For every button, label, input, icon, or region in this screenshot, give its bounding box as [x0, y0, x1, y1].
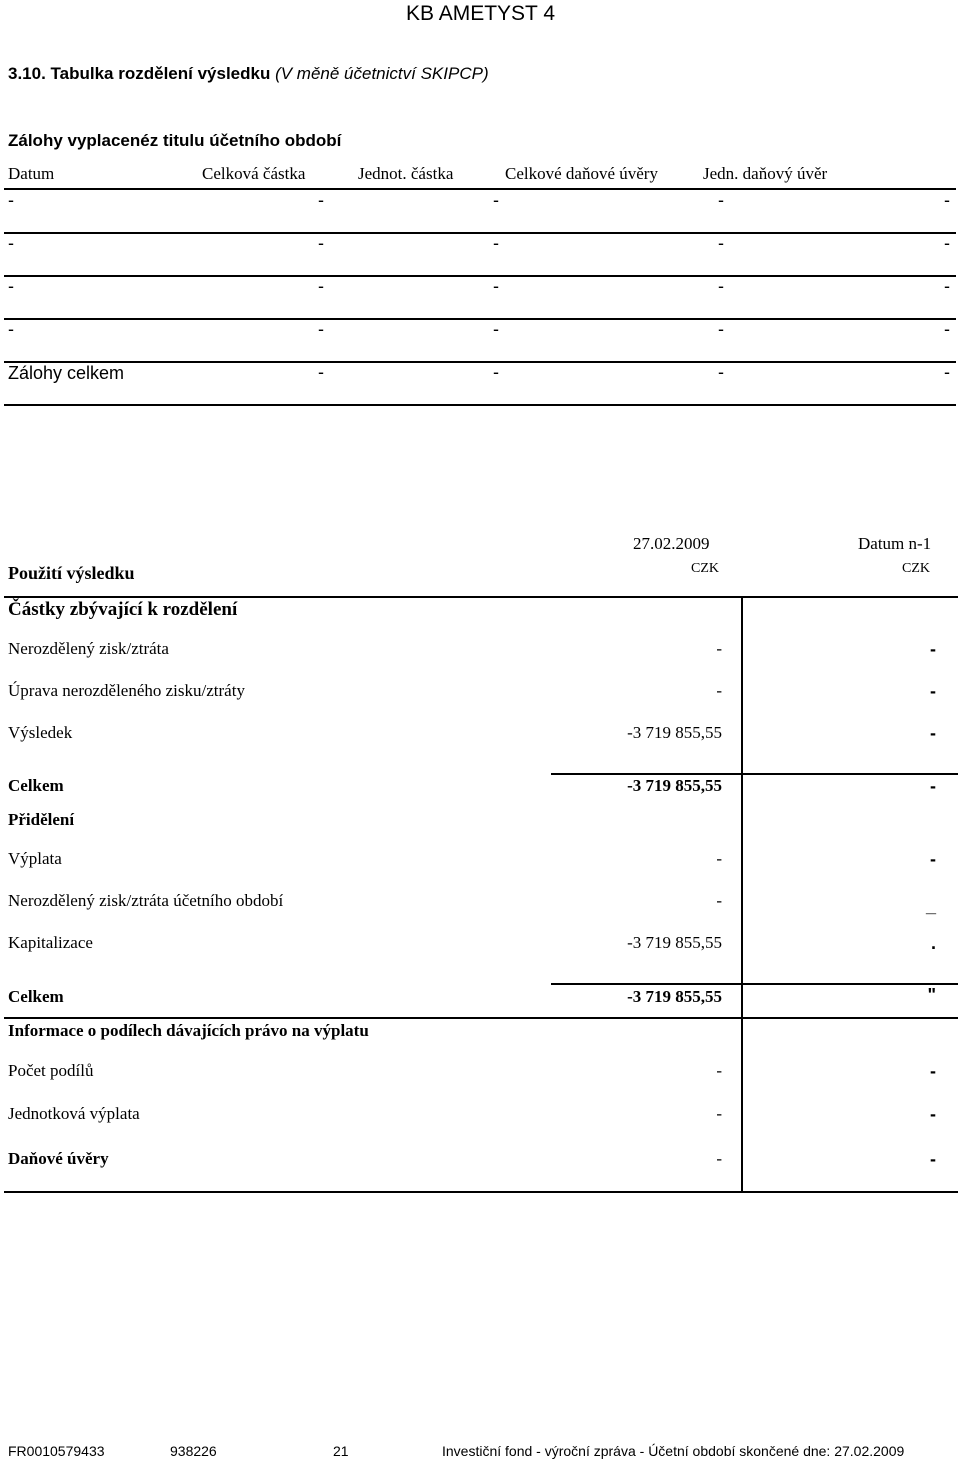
result-section-remaining: Částky zbývající k rozdělení — [8, 599, 238, 620]
result-row-value-current: - — [716, 1104, 722, 1123]
advances-col-tax-total: Celkové daňové úvěry — [505, 164, 658, 183]
advances-cell: - — [493, 319, 499, 339]
footer-number: 938226 — [170, 1443, 217, 1459]
advances-cell: - — [8, 190, 14, 210]
footer-page-number: 21 — [333, 1443, 349, 1459]
result-row-label: Výplata — [8, 849, 62, 868]
fund-name: KB AMETYST 4 — [406, 2, 555, 25]
advances-cell: - — [718, 319, 724, 339]
result-row-label: Daňové úvěry — [8, 1149, 109, 1168]
advances-cell: - — [318, 233, 324, 253]
result-row-value-current: - — [716, 1061, 722, 1080]
advances-total-cell: - — [718, 362, 724, 382]
result-row-value-previous: - — [930, 1104, 936, 1124]
advances-cell: - — [944, 190, 950, 210]
result-row-value-previous: - — [930, 639, 936, 659]
result-row-value-previous: . — [930, 933, 936, 953]
section-title — [8, 64, 489, 84]
advances-cell: - — [718, 190, 724, 210]
advances-cell: - — [493, 190, 499, 210]
advances-title: Zálohy vyplacenéz titulu účetního období — [8, 131, 342, 150]
result-row-value-previous: - — [930, 681, 936, 701]
result-subtotal-rule — [551, 773, 958, 775]
result-title: Použití výsledku — [8, 563, 135, 583]
result-row-value-current: - — [716, 681, 722, 700]
result-row-value-previous: - — [930, 776, 936, 796]
advances-cell: - — [318, 190, 324, 210]
result-row-value-current: -3 719 855,55 — [627, 987, 722, 1006]
advances-row-rule — [4, 275, 956, 277]
result-row-value-current: -3 719 855,55 — [627, 723, 722, 742]
advances-cell: - — [8, 319, 14, 339]
advances-total-cell: - — [318, 362, 324, 382]
footer-code: FR0010579433 — [8, 1443, 105, 1459]
advances-total-rule — [4, 404, 956, 406]
advances-total-cell: - — [944, 362, 950, 382]
result-row-label: Kapitalizace — [8, 933, 93, 952]
result-row-label: Celkem — [8, 776, 64, 795]
advances-cell: - — [944, 233, 950, 253]
result-section-rule — [4, 1017, 958, 1019]
result-row-value-current: -3 719 855,55 — [627, 776, 722, 795]
section-title-text: 3.10. Tabulka rozdělení výsledku — [8, 64, 276, 83]
result-row-value-current: - — [716, 891, 722, 910]
result-row-value-previous: - — [930, 849, 936, 869]
result-row-value-current: - — [716, 639, 722, 658]
advances-row-rule — [4, 318, 956, 320]
advances-total-label: Zálohy celkem — [8, 363, 125, 383]
advances-cell: - — [8, 233, 14, 253]
advances-cell: - — [318, 319, 324, 339]
result-col1-unit: CZK — [691, 561, 719, 576]
advances-cell: - — [718, 276, 724, 296]
result-row-label: Jednotková výplata — [8, 1104, 140, 1123]
advances-cell: - — [718, 233, 724, 253]
result-row-value-current: - — [716, 849, 722, 868]
advances-cell: - — [944, 276, 950, 296]
result-column-divider — [741, 596, 743, 1192]
result-row-value-previous: - — [930, 1061, 936, 1081]
footer-description: Investiční fond - výroční zpráva - Účetní období skončené dne: 27.02.2009 — [442, 1443, 905, 1459]
advances-cell: - — [318, 276, 324, 296]
result-row-value-current: -3 719 855,55 — [627, 933, 722, 952]
advances-cell: - — [493, 276, 499, 296]
result-row-label: Počet podílů — [8, 1061, 94, 1080]
advances-total-cell: - — [493, 362, 499, 382]
advances-row-rule — [4, 361, 956, 363]
result-bottom-rule — [4, 1191, 958, 1193]
section-title-note: (V měně účetnictví SKIPCP) — [275, 64, 489, 83]
result-col2-unit: CZK — [902, 561, 930, 576]
result-row-label: Výsledek — [8, 723, 73, 742]
result-row-value-previous: - — [930, 723, 936, 743]
advances-cell: - — [493, 233, 499, 253]
result-section-allocation: Přidělení — [8, 810, 75, 829]
advances-col-total: Celková částka — [202, 164, 306, 183]
advances-col-date: Datum — [8, 164, 55, 183]
advances-cell: - — [8, 276, 14, 296]
advances-col-unit: Jednot. částka — [358, 164, 454, 183]
result-row-label: Nerozdělený zisk/ztráta účetního období — [8, 891, 284, 910]
result-row-value-previous: - — [930, 1149, 936, 1169]
result-row-label: Úprava nerozděleného zisku/ztráty — [8, 681, 245, 700]
advances-row-rule — [4, 232, 956, 234]
result-header-rule — [4, 596, 958, 598]
result-row-value-previous: " — [927, 985, 936, 1005]
result-row-label: Celkem — [8, 987, 64, 1006]
advances-col-tax-unit: Jedn. daňový úvěr — [703, 164, 828, 183]
result-section-unit-info: Informace o podílech dávajících právo na výplatu — [8, 1021, 369, 1040]
result-col1-head: 27.02.2009 — [633, 534, 710, 553]
result-row-value-current: - — [716, 1149, 722, 1168]
result-col2-head: Datum n-1 — [858, 534, 932, 553]
advances-cell: - — [944, 319, 950, 339]
advances-header-rule — [4, 188, 956, 190]
result-row-label: Nerozdělený zisk/ztráta — [8, 639, 169, 658]
result-row-value-previous: _ — [925, 896, 936, 916]
